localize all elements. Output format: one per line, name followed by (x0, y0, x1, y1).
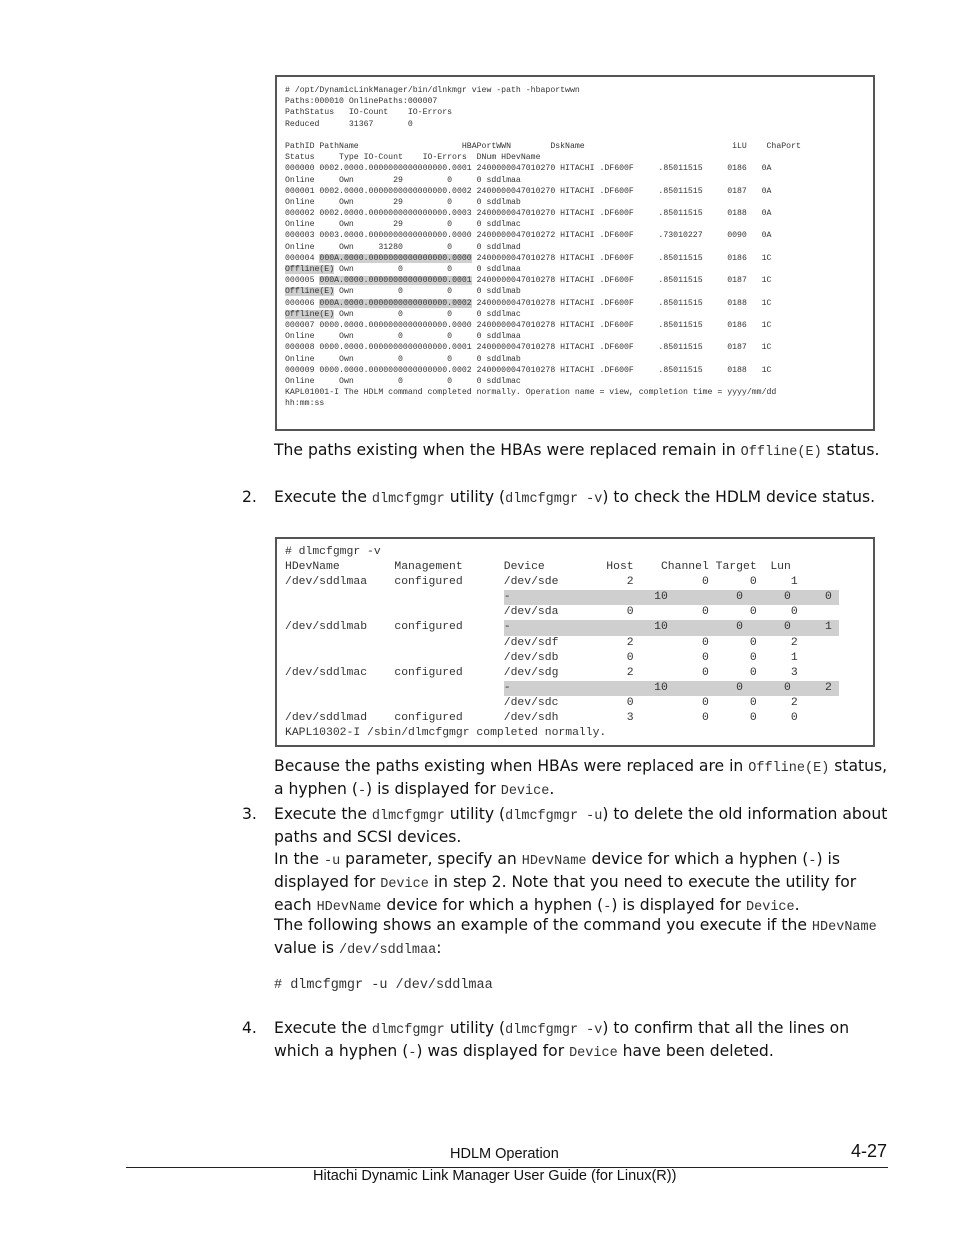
output-line: /dev/sddlmaa configured /dev/sde 2 0 0 1 (285, 576, 798, 589)
output-line: Online Own 29 0 0 sddlmab (285, 197, 521, 207)
output-line: Status Type IO-Count IO-Errors DNum HDevName (285, 153, 541, 163)
output-line: hh:mm:ss (285, 399, 325, 409)
output-line-replaced-status (285, 309, 865, 320)
highlighted-device-row: - 10 0 0 2 (504, 681, 839, 696)
output-line: Online Own 31280 0 0 sddlmad (285, 242, 521, 252)
highlighted-device-row: - 10 0 0 0 (504, 590, 839, 605)
output-line: 000003 0003.0000.0000000000000000.0000 2400000047010272 HITACHI .DF600F .73010227 0090 0A (285, 231, 772, 241)
output-line: # /opt/DynamicLinkManager/bin/dlnkmgr view -path -hbaportwwn (285, 86, 580, 95)
row-prefix: /dev/sddlmab configured (285, 621, 504, 634)
output-line-replaced-status (285, 286, 865, 297)
output-line: 000001 0002.0000.0000000000000000.0002 2400000047010270 HITACHI .DF600F .85011515 0187 0A (285, 186, 772, 196)
output-line: 000002 0002.0000.0000000000000000.0003 2400000047010270 HITACHI .DF600F .85011515 0188 0A (285, 209, 772, 219)
status-details: Own 0 0 0 sddlmac (334, 309, 521, 319)
step-number-4: 4. (242, 1019, 257, 1037)
status-details: Own 0 0 0 sddlmaa (334, 265, 521, 274)
output-line: Online Own 29 0 0 sddlmac (285, 220, 521, 230)
example-command: # dlmcfgmgr -u /dev/sddlmaa (274, 978, 493, 993)
output-line: Online Own 29 0 0 sddlmaa (285, 175, 521, 185)
output-line: KAPL01001-I The HDLM command completed normally. Operation name = view, completion time = yyyy/mm/dd (285, 388, 777, 398)
output-line: 000009 0000.0000.0000000000000000.0002 2400000047010278 HITACHI .DF600F .85011515 0188 1C (285, 365, 772, 375)
path-id: 000006 (285, 298, 320, 308)
output-line: Online Own 0 0 0 sddlmaa (285, 332, 521, 342)
path-id: 000004 (285, 253, 320, 263)
step-3-text: Execute the dlmcfgmgr utility (dlmcfgmgr -u) to delete the old information about paths and SCSI devices. (274, 805, 888, 846)
highlighted-path-name: 000A.0000.0000000000000000.0001 (319, 276, 472, 286)
page-number: 4-27 (851, 1141, 888, 1161)
highlighted-status-offline: Offline(E) (285, 309, 335, 319)
output-line: /dev/sdc 0 0 0 2 (285, 696, 798, 709)
highlighted-status-offline: Offline(E) (285, 287, 335, 297)
output-line: Online Own 0 0 0 sddlmab (285, 354, 521, 364)
highlighted-device-row: - 10 0 0 1 (504, 620, 839, 635)
output-line-replaced-status (285, 264, 865, 275)
output-line: Online Own 0 0 0 sddlmac (285, 376, 521, 386)
output-line (285, 590, 865, 605)
output-line: # dlmcfgmgr -v (285, 546, 381, 558)
path-details: 2400000047010278 HITACHI .DF600F .85011515 0186 1C (471, 253, 772, 263)
output-line: PathStatus IO-Count IO-Errors (285, 108, 453, 118)
paragraph-offline-status: The paths existing when the HBAs were replaced remain in Offline(E) status. (274, 441, 880, 460)
output-line: /dev/sddlmad configured /dev/sdh 3 0 0 0 (285, 712, 798, 725)
row-prefix (285, 682, 504, 694)
row-prefix (285, 591, 504, 603)
output-line: 000008 0000.0000.0000000000000000.0001 2400000047010278 HITACHI .DF600F .85011515 0187 1C (285, 343, 772, 353)
output-line (285, 620, 865, 635)
output-line (285, 681, 865, 696)
path-details: 2400000047010278 HITACHI .DF600F .85011515 0188 1C (471, 298, 772, 308)
step-number-2: 2. (242, 488, 257, 506)
command-output-screenshot-dlmcfgmgr (275, 537, 875, 747)
output-line-replaced-path (285, 275, 865, 286)
path-details: 2400000047010278 HITACHI .DF600F .85011515 0187 1C (471, 276, 772, 286)
output-line: Paths:000010 OnlinePaths:000007 (285, 97, 438, 107)
paragraph-example-intro: The following shows an example of the command you execute if the HDevName value is /dev/sddlmaa: (274, 916, 877, 958)
step-number-3: 3. (242, 805, 257, 823)
output-line-replaced-path (285, 298, 865, 309)
step-4-text: Execute the dlmcfgmgr utility (dlmcfgmgr -v) to confirm that all the lines on which a hyphen (-) was displayed for Device have been deleted. (274, 1019, 850, 1061)
output-line: HDevName Management Device Host Channel Target Lun (285, 561, 791, 574)
output-line-replaced-path (285, 253, 865, 264)
output-line: /dev/sda 0 0 0 0 (285, 606, 798, 619)
highlighted-path-name: 000A.0000.0000000000000000.0002 (319, 298, 472, 308)
highlighted-status-offline: Offline(E) (285, 265, 335, 274)
paragraph-hyphen-displayed: Because the paths existing when HBAs were replaced are in Offline(E) status, a hyphen (-) is displayed for Device. (274, 757, 888, 799)
output-line: PathID PathName HBAPortWWN DskName iLU ChaPort (285, 141, 801, 151)
output-line: 000007 0000.0000.0000000000000000.0000 2400000047010278 HITACHI .DF600F .85011515 0186 1C (285, 320, 772, 330)
command-output-screenshot-view (275, 75, 875, 431)
status-details: Own 0 0 0 sddlmab (334, 287, 521, 297)
output-line: KAPL10302-I /sbin/dlmcfgmgr completed normally. (285, 727, 607, 740)
output-line: /dev/sdb 0 0 0 1 (285, 651, 798, 664)
output-line: /dev/sddlmac configured /dev/sdg 2 0 0 3 (285, 666, 798, 679)
step-2-text: Execute the dlmcfgmgr utility (dlmcfgmgr -v) to check the HDLM device status. (274, 488, 876, 507)
footer-section-title: HDLM Operation (450, 1146, 559, 1162)
output-line: /dev/sdf 2 0 0 2 (285, 636, 798, 649)
output-line: 000000 0002.0000.0000000000000000.0001 2400000047010270 HITACHI .DF600F .85011515 0186 0A (285, 164, 772, 174)
paragraph-u-parameter: In the -u parameter, specify an HDevName device for which a hyphen (-) is displayed for Device in step 2. Note that you need to execute the utility for each HDevName device for which a hyphen (-) is displayed for Device. (274, 850, 857, 915)
footer-guide-title: Hitachi Dynamic Link Manager User Guide (for Linux(R)) (313, 1168, 677, 1184)
output-line: Reduced 31367 0 (285, 119, 413, 129)
path-id: 000005 (285, 276, 320, 286)
highlighted-path-name: 000A.0000.0000000000000000.0000 (319, 253, 472, 263)
